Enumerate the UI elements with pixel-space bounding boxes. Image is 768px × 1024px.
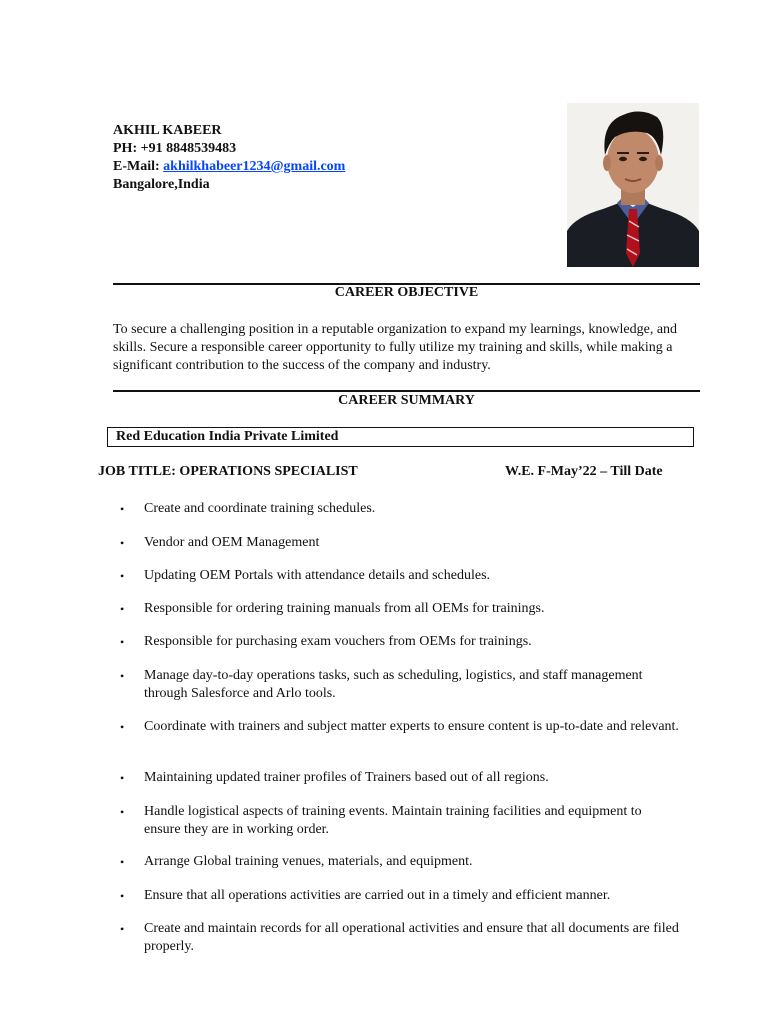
career-objective-text: To secure a challenging position in a reputable organization to expand my learnings, knowledge, and skills. Secure a responsible career opportunity to fully utilize my training and skills, while making a significant contribution to the success of the company and industry. — [113, 322, 678, 373]
contact-block — [113, 122, 345, 194]
bullet-icon: • — [120, 602, 125, 616]
location: Bangalore,India — [113, 177, 210, 192]
list-item: • Ensure that all operations activities are carried out in a timely and efficient manner. — [120, 888, 611, 903]
portrait-illustration — [567, 103, 699, 267]
job-title: JOB TITLE: OPERATIONS SPECIALIST — [98, 464, 358, 479]
bullet-icon: • — [120, 889, 125, 903]
list-item: • Responsible for ordering training manuals from all OEMs for trainings. — [120, 601, 545, 616]
career-objective-heading: CAREER OBJECTIVE — [334, 285, 479, 300]
list-item: • Create and coordinate training schedules. — [120, 501, 376, 516]
list-item: • Manage day-to-day operations tasks, such as scheduling, logistics, and staff management through Salesforce and Arlo tools. — [120, 668, 643, 701]
bullet-icon: • — [120, 922, 125, 936]
bullet-icon: • — [120, 720, 125, 734]
bullet-icon: • — [120, 502, 125, 516]
career-summary-heading: CAREER SUMMARY — [338, 393, 475, 408]
list-item: • Updating OEM Portals with attendance details and schedules. — [120, 568, 491, 583]
bullet-icon: • — [120, 771, 125, 785]
divider-summary — [113, 390, 700, 392]
list-item: • Maintaining updated trainer profiles of Trainers based out of all regions. — [120, 770, 549, 785]
job-dates: W.E. F-May’22 – Till Date — [505, 464, 663, 479]
email-line — [113, 158, 345, 176]
list-item: • Responsible for purchasing exam vouchers from OEMs for trainings. — [120, 634, 532, 649]
list-item: • Coordinate with trainers and subject matter experts to ensure content is up-to-date and relevant. — [120, 719, 679, 734]
email-link[interactable]: akhilkhabeer1234@gmail.com — [163, 159, 346, 174]
list-item: • Arrange Global training venues, materials, and equipment. — [120, 854, 473, 869]
bullet-icon: • — [120, 536, 125, 550]
bullet-icon: • — [120, 855, 125, 869]
bullet-icon: • — [120, 635, 125, 649]
list-item: • Create and maintain records for all operational activities and ensure that all documents are filed properly. — [120, 921, 679, 954]
candidate-name: AKHIL KABEER — [113, 123, 222, 138]
profile-photo — [567, 103, 699, 267]
list-item: • Handle logistical aspects of training events. Maintain training facilities and equipment to ensure they are in working order. — [120, 804, 642, 837]
company-name: Red Education India Private Limited — [107, 427, 694, 447]
bullet-icon: • — [120, 569, 125, 583]
phone-number: PH: +91 8848539483 — [113, 141, 237, 156]
list-item: • Vendor and OEM Management — [120, 535, 320, 550]
email-label: E-Mail: — [113, 159, 164, 174]
bullet-icon: • — [120, 669, 125, 683]
bullet-icon: • — [120, 805, 125, 819]
